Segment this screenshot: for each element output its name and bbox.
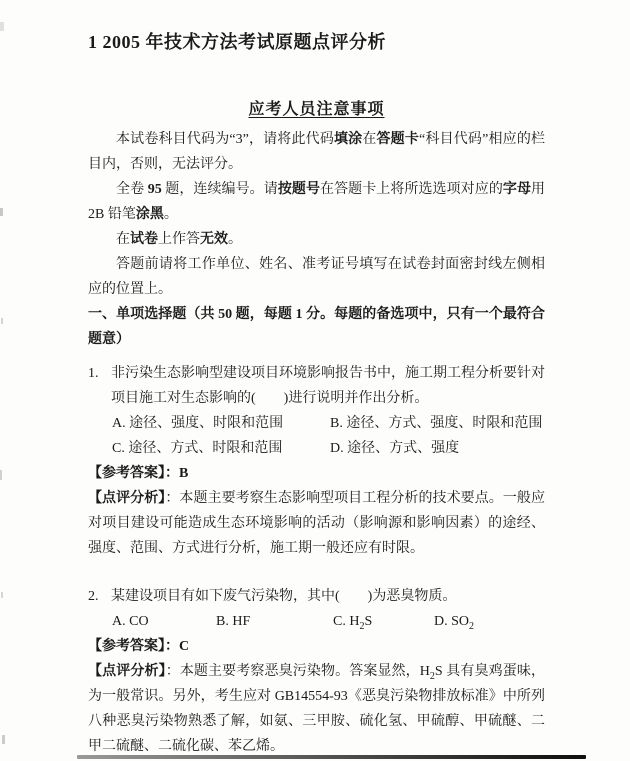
notice-paragraph-4: 答题前请将工作单位、姓名、准考证号填写在试卷封面密封线左侧相应的位置上。 bbox=[88, 257, 545, 297]
question-2-options-row bbox=[88, 609, 545, 634]
scan-artifact bbox=[2, 735, 5, 744]
question-1-stem bbox=[88, 361, 545, 411]
question-1 bbox=[88, 361, 545, 561]
question-2-option-d: D. $SO_2$ bbox=[434, 614, 475, 632]
question-1-options-row-2 bbox=[88, 436, 545, 461]
question-2-option-a: A. CO bbox=[112, 614, 149, 629]
scan-artifact bbox=[1, 592, 3, 598]
scan-artifact bbox=[0, 208, 3, 216]
question-1-option-a: A. 途径、强度、时限和范围 bbox=[112, 416, 284, 431]
question-1-number: 1. bbox=[88, 366, 99, 381]
notice-heading: 应考人员注意事项 bbox=[248, 101, 385, 118]
section-header: 一、单项选择题（共 50 题，每题 1 分。每题的备选项中，只有一个最符合题意） bbox=[88, 307, 545, 347]
question-1-reference-answer: 【参考答案】：B bbox=[88, 466, 189, 481]
question-1-options-row-1 bbox=[88, 411, 545, 436]
document-title: 1 2005 年技术方法考试原题点评分析 bbox=[88, 32, 386, 52]
notice-paragraph-3: 在试卷上作答无效。 bbox=[116, 232, 242, 247]
scan-artifact bbox=[0, 470, 2, 480]
question-2-option-b: B. HF bbox=[216, 614, 251, 629]
question-1-option-d: D. 途径、方式、强度 bbox=[330, 441, 460, 456]
question-2-number: 2. bbox=[88, 589, 99, 604]
question-2 bbox=[88, 584, 545, 759]
question-1-option-b: B. 途径、方式、强度、时限和范围 bbox=[330, 416, 543, 431]
notice-paragraph-2: 全卷 95 题，连续编号。请按题号在答题卡上将所选选项对应的字母用 2B 铅笔涂黑。 bbox=[88, 182, 546, 222]
notice-paragraph-1: 本试卷科目代码为“3”，请将此代码填涂在答题卡“科目代码”相应的栏目内，否则，无法评分。 bbox=[88, 132, 545, 172]
page-edge-shadow bbox=[77, 755, 586, 759]
question-2-analysis: 【点评分析】：本题主要考察恶臭污染物。答案显然，$H_2S$ 具有臭鸡蛋味，为一般常识。另外，考生应对 GB14554-93《恶臭污染物排放标准》中所列八种恶臭污染物熟悉了解，如氨、三甲胺、硫化氢、甲硫醇、甲硫醚、二甲二硫醚、二硫化碳、苯乙烯。 bbox=[88, 664, 546, 754]
question-1-stem-text: 非污染生态影响型建设项目环境影响报告书中，施工期工程分析要针对项目施工对生态影响的( )进行说明并作出分析。 bbox=[111, 366, 545, 406]
notice-body bbox=[88, 127, 545, 352]
question-1-analysis: 【点评分析】：本题主要考察生态影响型项目工程分析的技术要点。一般应对项目建设可能造成生态环境影响的活动（影响源和影响因素）的途经、强度、范围、方式进行分析，施工期一般还应有时限。 bbox=[88, 491, 545, 556]
question-1-option-c: C. 途径、方式、时限和范围 bbox=[112, 441, 283, 456]
scan-artifact bbox=[0, 22, 4, 31]
question-2-option-c: C. $H_2S$ bbox=[333, 614, 373, 632]
question-2-stem bbox=[88, 584, 545, 609]
question-2-reference-answer: 【参考答案】：C bbox=[88, 639, 190, 654]
question-2-stem-text: 某建设项目有如下废气污染物，其中( )为恶臭物质。 bbox=[111, 589, 457, 604]
scan-artifact bbox=[1, 318, 3, 324]
notice-heading-row bbox=[88, 96, 545, 118]
